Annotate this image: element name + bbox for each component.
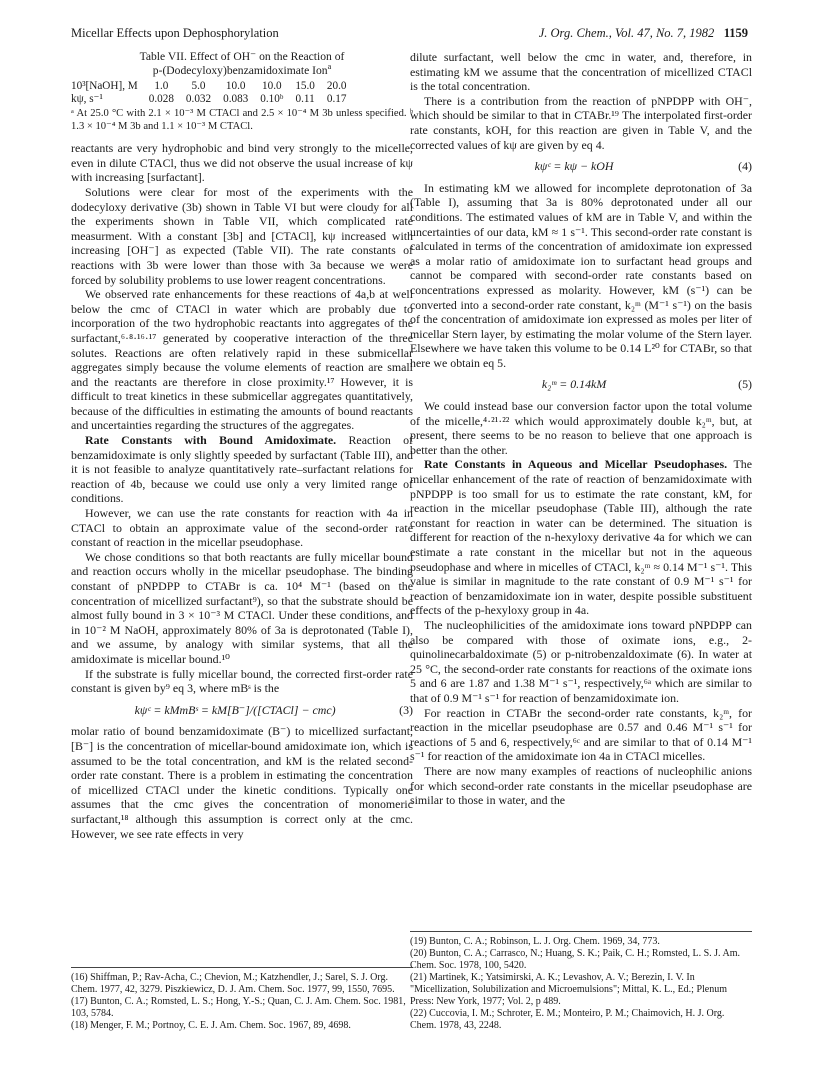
reference-item: (21) Martinek, K.; Yatsimirski, A. K.; Levashov, A. V.; Berezin, I. V. In "Micellization, Solubilization and Microemulsions"; Mittal, K. L., Ed.; Plenum Press: New York, 1977; Vol. 2, p 489. <box>410 972 728 1007</box>
right-column <box>410 50 752 808</box>
equation-4 <box>410 159 752 174</box>
paragraph: We chose conditions so that both reactants are fully micellar bound and reaction occurs wholly in the micellar pseudophase. The binding constant of pNPDPP to CTABr is ca. 10⁴ M⁻¹ (based on the concentration of micellized surfactant⁹), so that the substrate should be almost fully bound in 3 × 10⁻³ M CTACl. Under these conditions, and in 10⁻² M NaOH, approximately 80% of 3a is deprotonated (Table I), and we assume, by analogy with similar systems, that all the amidoximate is micellar bound.¹⁰ <box>71 549 413 666</box>
paragraph: There are now many examples of reactions of nucleophilic anions for which second-order rate constants in the micellar pseudophase are similar to those in water, and the <box>410 763 752 808</box>
paragraph: Solutions were clear for most of the experiments with the dodecyloxy derivative (3b) shown in Table VI but were cloudy for all the experiments shown in Table VII, which complicated rate measurment. With a constant [3b] and [CTACl], kψ increased with increasing [OH⁻] as expected (Table VII). The rate constants of reactions with 3b were lower than those with 3a because we were forced by solubility problems to use lower reagent concentrations. <box>71 184 413 287</box>
journal-citation <box>539 26 748 41</box>
data-table <box>71 80 352 105</box>
journal-name: J. Org. Chem., Vol. 47, No. 7, 1982 <box>538 26 715 40</box>
paragraph: reactants are very hydrophobic and bind very strongly to the micelle, even in dilute CTACl, thus we did not observe the usual increase of kψ with increasing [surfactant]. <box>71 141 413 185</box>
table-footnote: ᵃ At 25.0 °C with 2.1 × 10⁻³ M CTACl and 2.5 × 10⁻⁴ M 3b unless specified. ᵇ 1.3 × 10⁻⁴ M 3b and 1.1 × 10⁻³ M CTACl. <box>71 108 413 132</box>
references-right <box>410 931 752 1032</box>
table-cell: 0.032 <box>185 92 212 105</box>
section-heading: Rate Constants in Aqueous and Micellar Pseudophases. <box>424 457 728 472</box>
equation-expression: kψᶜ = kψ − kOH <box>534 159 614 174</box>
table-cell: 10.0 <box>225 80 246 92</box>
paragraph: However, we can use the rate constants for reaction with 4a in CTACl to obtain an approximate value of the second-order rate constant of reaction in the micellar pseudophase. <box>71 506 413 550</box>
paragraph: There is a contribution from the reaction of pNPDPP with OH⁻, which should be similar to that in CTABr.¹⁹ The interpolated first-order rate constants, kOH, for this reaction are given in Table V, and the corrected values of kψ are given by eq 4. <box>410 93 752 152</box>
table-cell: 5.0 <box>191 80 206 92</box>
section-heading: Rate Constants with Bound Amidoximate. <box>85 433 337 448</box>
table-cell: 0.083 <box>223 92 249 105</box>
running-header: Micellar Effects upon Dephosphorylation <box>71 26 279 40</box>
table-title-footnote-mark: a <box>327 61 332 71</box>
paragraph: The nucleophilicities of the amidoximate ions toward pNPDPP can also be compared with those of oximate ions, e.g., 2-quinolinecarbaldoximate (5) or p-nitrobenzaldoximate (6). In water at 25 °C, the second-order rate constants for reactions of the oximate ions 5 and 6 are 1.87 and 1.38 M⁻¹ s⁻¹, respectively,⁶ᵃ which are similar to that of 0.9 M⁻¹ s⁻¹ for reaction of benzamidoximate ion. <box>410 617 752 705</box>
reference-item: (18) Menger, F. M.; Portnoy, C. E. J. Am. Chem. Soc. 1967, 89, 4698. <box>71 1020 351 1031</box>
paragraph: We could instead base our conversion factor upon the total volume of the micelle,⁴·²¹·²² which would approximately double k₂ᵐ, but, at present, there seems to be no reason to believe that one approach is better than the other. <box>410 399 752 457</box>
table-title-line2: p-(Dodecyloxy)benzamidoximate Ion <box>152 63 328 77</box>
equation-number: (4) <box>738 159 752 174</box>
equation-expression: kψᶜ = kMmBˢ = kM[B⁻]/([CTACl] − cmc) <box>134 702 336 717</box>
table-title: Table VII. Effect of OH⁻ on the Reaction of p-(Dodecyloxy)benzamidoximate Ion$^a$ <box>139 50 345 77</box>
row-label: kψ, s⁻¹ <box>71 92 103 105</box>
reference-item: (16) Shiffman, P.; Rav-Acha, C.; Chevion, M.; Katzhendler, J.; Sarel, S. J. Org. Chem. 1977, 42, 3279. Piszkiewicz, D. J. Am. Chem. Soc. 1977, 99, 1550, 7695. <box>71 972 395 995</box>
table-row <box>71 93 352 106</box>
reference-item: (19) Bunton, C. A.; Robinson, L. J. Org. Chem. 1969, 34, 773. <box>410 936 660 947</box>
table-cell: 0.11 <box>295 92 315 105</box>
equation-number: (5) <box>738 377 752 392</box>
table-cell: 1.0 <box>154 80 169 92</box>
paragraph: We observed rate enhancements for these reactions of 4a,b at well below the cmc of CTACl in water which are probably due to incorporation of the two hydrophobic reactants into aggregates of the surfactant,⁶·⁸·¹⁶·¹⁷ generated by cooperative interaction of the three solutes. Reactions are often relatively rapid in these submicellar aggregates simply because the volume elements of reaction are small and the reactants are therefore in close proximity.¹⁷ However, it is difficult to treat kinetics in these submicellar aggregates quantitatively, because of the difficulties in estimating the amounts of bound reactants and uncertainties regarding the structures of the aggregates. <box>71 287 413 433</box>
table-cell: 0.028 <box>148 92 174 105</box>
paragraph: Rate Constants in Aqueous and Micellar Pseudophases. The micellar enhancement of the rate of reaction of benzamidoximate with pNPDPP is too small for us to estimate the rate constant, kM, for reaction in the micellar pseudophase (Table III), although the rate constant for reaction in water can be determined. The situation is different for reaction of the n-hexyloxy derivative 4a for which we can estimate a rate constant in the micellar but not in the aqueous pseudophase and where in micelles of CTACl, k₂ᵐ ≈ 0.14 M⁻¹ s⁻¹. This value is similar in magnitude to the rate constant of 0.9 M⁻¹ s⁻¹ for reaction of benzamidoximate ion in water, despite possible substituent effects of the p-hexyloxy group in 4a. <box>410 457 752 618</box>
paragraph: molar ratio of bound benzamidoximate (B⁻) to micellized surfactant, [B⁻] is the concentration of micellar-bound amidoximate ion, which is assumed to be the total concentration, and kM is the related second-order rate constant. There is a problem in estimating the concentration of micellized CTACl under the kinetic conditions. Typically one assumes that the cmc gives the concentration of monomeric surfactant,¹⁸ although this assumption is correct only at the cmc. However, we see rate effects in very <box>71 724 413 841</box>
equation-expression: k₂ᵐ = 0.14kM <box>541 377 607 392</box>
table-cell: 10.0 <box>262 80 282 92</box>
reference-item: (22) Cuccovia, I. M.; Schroter, E. M.; Monteiro, P. M.; Chaimovich, H. J. Org. Chem. 1978, 43, 2248. <box>410 1008 725 1031</box>
paragraph: If the substrate is fully micellar bound, the corrected first-order rate constant is given by⁹ eq 3, where mBˢ is the <box>71 666 413 696</box>
left-column <box>71 50 413 841</box>
paragraph: For reaction in CTABr the second-order rate constants, k₂ᵐ, for reaction in the micellar pseudophase are 0.57 and 0.46 M⁻¹ s⁻¹ for reactions of 5 and 6, respectively,⁶ᶜ and are similar to that of 0.14 M⁻¹ s⁻¹ for reaction of the amidoximate ion 4a in CTACl micelles. <box>410 705 752 764</box>
paragraph: Rate Constants with Bound Amidoximate. Reaction of benzamidoximate is only slightly speeded by surfactant (Table III), and it is not feasible to analyze quantitatively rate–surfactant relations for reaction of 4b, because we could use only a very limited range of conditions. <box>71 433 413 506</box>
table-cell: 15.0 <box>295 80 315 92</box>
table-cell: 0.10ᵇ <box>260 92 284 105</box>
references-left <box>71 967 413 1032</box>
paragraph: In estimating kM we allowed for incomplete deprotonation of 3a (Table I), assuming that 3a is 80% deprotonated under all our conditions. The estimated values of kM are in Table V, and within the uncertainties of our data, kM ≈ 1 s⁻¹. This second-order rate constant is calculated in terms of the concentration of amidoximate ion expressed as a molar ratio of amidoximate ion to surfactant head groups and cannot be compared with second-order rate constants based on concentrations expressed as molarity. However, kM (s⁻¹) can be converted into a second-order rate constant, k₂ᵐ (M⁻¹ s⁻¹) on the basis of the concentration of amidoximate ion expressed as moles per liter of micellar Stern layer, by estimating the molar volume of the Stern layer. Elsewhere we have taken this volume to be 0.14 L²⁰ for CTABr, so that here we obtain eq 5. <box>410 180 752 370</box>
page-number: 1159 <box>723 26 748 40</box>
equation-3 <box>71 703 413 718</box>
reference-item: (17) Bunton, C. A.; Romsted, L. S.; Hong, Y.-S.; Quan, C. J. Am. Chem. Soc. 1981, 103, 5784. <box>71 996 406 1019</box>
table-row <box>71 80 352 93</box>
equation-5 <box>410 377 752 392</box>
paragraph: dilute surfactant, well below the cmc in water, and, therefore, in estimating kM we assume that the concentration of micellized CTACl is the total concentration. <box>410 50 752 94</box>
table-cell: 0.17 <box>326 92 347 105</box>
equation-number: (3) <box>399 702 413 717</box>
table-vii <box>71 50 413 133</box>
row-label: 10³[NaOH], M <box>71 80 138 92</box>
table-cell: 20.0 <box>326 80 347 92</box>
reference-item: (20) Bunton, C. A.; Carrasco, N.; Huang, S. K.; Paik, C. H.; Romsted, L. S. J. Am. Chem. Soc. 1978, 100, 5420. <box>410 948 740 971</box>
